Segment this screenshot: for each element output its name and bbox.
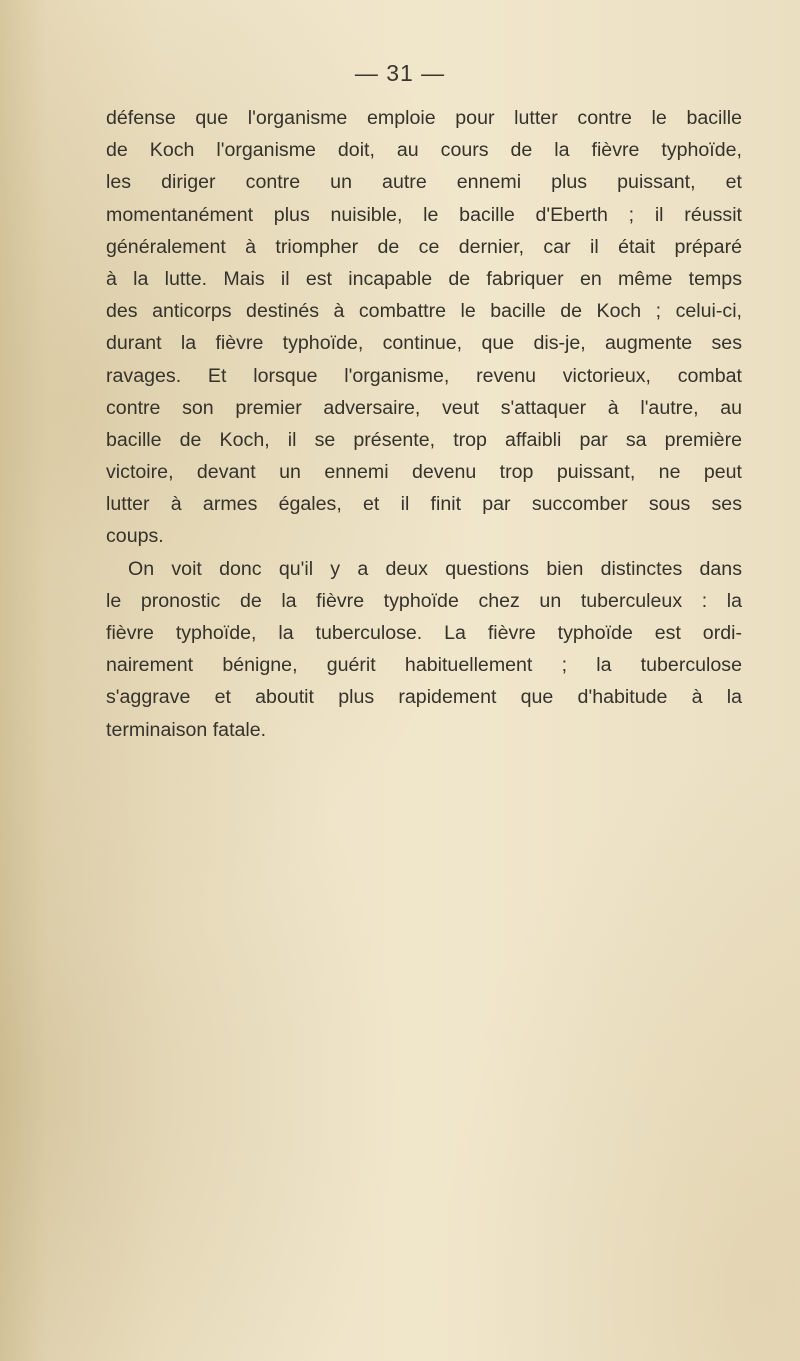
text-line: lutter à armes égales, et il finit par succomber sous ses bbox=[106, 493, 742, 516]
text-line: généralement à triompher de ce dernier, car il était préparé bbox=[106, 235, 742, 258]
text-line: fièvre typhoïde, la tuberculose. La fièvre typhoïde est ordi- bbox=[106, 622, 742, 644]
text-line: On voit donc qu'il y a deux questions bien distinctes dans bbox=[128, 557, 742, 580]
text-line: des anticorps destinés à combattre le bacille de Koch ; celui-ci, bbox=[106, 300, 742, 323]
text-line: durant la fièvre typhoïde, continue, que dis-je, augmente ses bbox=[106, 332, 742, 355]
text-line: coups. bbox=[106, 525, 164, 548]
text-line: le pronostic de la fièvre typhoïde chez un tuberculeux : la bbox=[106, 589, 742, 612]
text-line: victoire, devant un ennemi devenu trop puissant, ne peut bbox=[106, 461, 742, 484]
text-line: les diriger contre un autre ennemi plus puissant, et bbox=[106, 171, 742, 194]
text-line: momentanément plus nuisible, le bacille d'Eberth ; il réussit bbox=[106, 203, 742, 226]
page-number: — 31 — bbox=[354, 60, 446, 86]
text-line: s'aggrave et aboutit plus rapidement que d'habitude à la bbox=[106, 686, 742, 709]
text-line: ravages. Et lorsque l'organisme, revenu victorieux, combat bbox=[106, 364, 742, 387]
text-line: défense que l'organisme emploie pour lutter contre le bacille bbox=[106, 107, 742, 129]
text-body bbox=[106, 102, 742, 746]
text-line: terminaison fatale. bbox=[106, 718, 267, 741]
text-line: de Koch l'organisme doit, au cours de la fièvre typhoïde, bbox=[106, 139, 742, 162]
text-line: nairement bénigne, guérit habituellement ; la tuberculose bbox=[106, 654, 742, 677]
paragraph-2 bbox=[106, 553, 742, 746]
text-line: bacille de Koch, il se présente, trop affaibli par sa première bbox=[106, 428, 742, 451]
text-line: à la lutte. Mais il est incapable de fabriquer en même temps bbox=[106, 267, 742, 290]
paragraph-1 bbox=[106, 102, 742, 553]
text-line: contre son premier adversaire, veut s'attaquer à l'autre, au bbox=[106, 396, 742, 419]
